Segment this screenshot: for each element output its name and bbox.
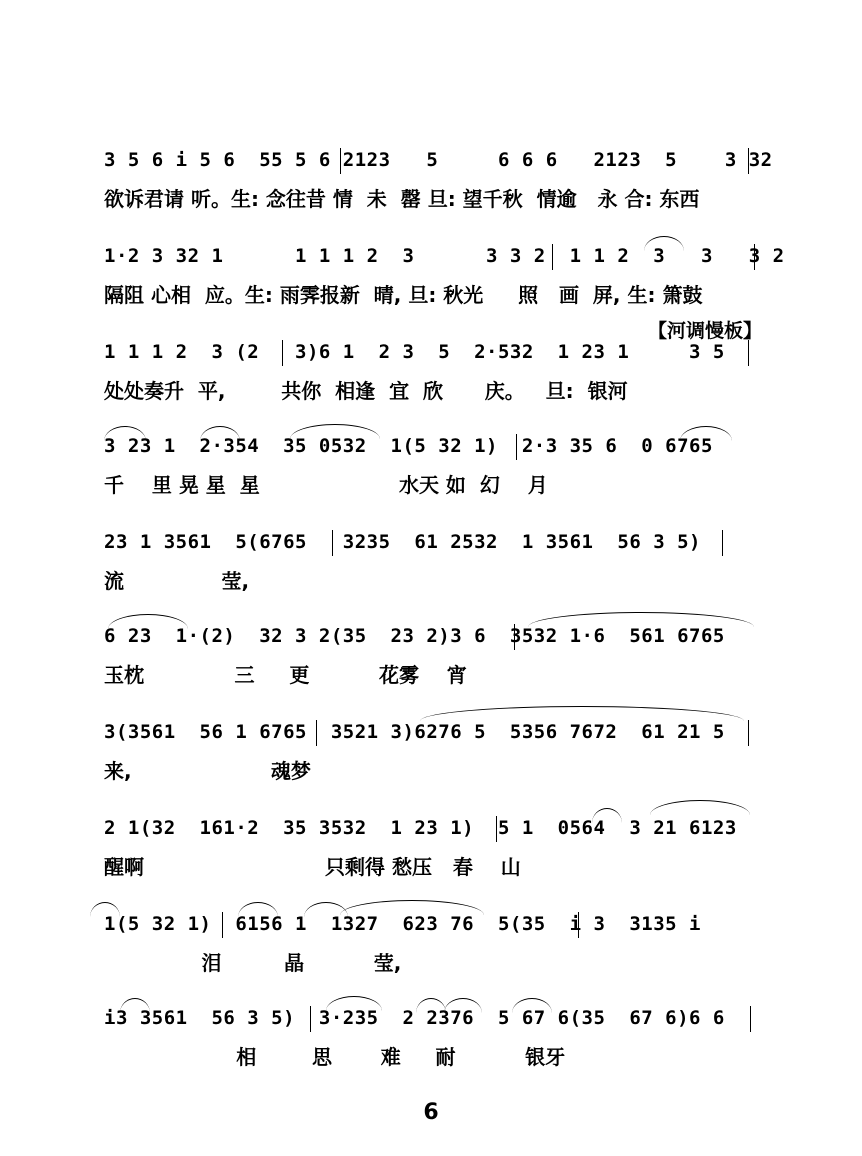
score-system xyxy=(104,998,764,1090)
barline xyxy=(282,340,283,366)
lyrics-line: 玉枕 三 更 花雾 宵 xyxy=(104,663,467,687)
lyrics-line: 醒啊 只剩得 愁压 春 山 xyxy=(104,855,521,879)
score-system xyxy=(104,522,764,614)
barline xyxy=(552,244,553,270)
barline xyxy=(496,816,497,842)
notation-line: 2 1(32 161·2 35 3532 1 23 1) 5 1 0564 3 21 6123 xyxy=(104,817,737,839)
notation-line: 1(5 32 1) 6156 1 1327 623 76 5(35 i 3 3135 i xyxy=(104,913,701,935)
score-system xyxy=(104,332,764,424)
notation-line: 23 1 3561 5(6765 3235 61 2532 1 3561 56 3 5) xyxy=(104,531,701,553)
lyrics-line: 相 思 难 耐 银牙 xyxy=(104,1045,566,1069)
lyrics-line: 千 里 晃 星 星 水天 如 幻 月 xyxy=(104,473,548,497)
barline xyxy=(748,720,749,746)
score-system xyxy=(104,616,764,708)
notation-line: 1·2 3 32 1 1 1 1 2 3 3 3 2 1 1 2 3 3 3 2 xyxy=(104,245,785,267)
barline xyxy=(750,1006,751,1032)
score-system xyxy=(104,808,764,900)
score-system xyxy=(104,426,764,518)
lyrics-line: 泪 晶 莹, xyxy=(104,951,402,975)
barline xyxy=(340,148,341,174)
barline xyxy=(222,912,223,938)
barline xyxy=(316,720,317,746)
barline xyxy=(578,912,579,938)
score-system xyxy=(104,140,773,232)
section-label: 【河调慢板】 xyxy=(647,320,762,342)
barline xyxy=(332,530,333,556)
score-system xyxy=(104,236,785,328)
notation-line: i3 3561 56 3 5) 3·235 2 2376 5 67 6(35 67 6)6 6 xyxy=(104,1007,725,1029)
barline xyxy=(722,530,723,556)
notation-line: 3 5 6 i 5 6 55 5 6 2123 5 6 6 6 2123 5 3 32 xyxy=(104,149,773,171)
barline xyxy=(748,148,749,174)
slur xyxy=(420,706,744,721)
slur xyxy=(340,900,484,915)
score-system xyxy=(104,904,764,996)
page-number: 6 xyxy=(423,1100,439,1125)
lyrics-line: 处处奏升 平, 共你 相逢 宜 欣 庆。 旦: 银河 xyxy=(104,379,628,403)
lyrics-line: 欲诉君请 听。生: 念往昔 情 未 罄 旦: 望千秋 情逾 永 合: 东西 xyxy=(104,187,700,211)
barline xyxy=(748,340,749,366)
barline xyxy=(516,434,517,460)
lyrics-line: 流 莹, xyxy=(104,569,250,593)
notation-line: 6 23 1·(2) 32 3 2(35 23 2)3 6 3532 1·6 561 6765 xyxy=(104,625,725,647)
notation-line: 1 1 1 2 3 (2 3)6 1 2 3 5 2·532 1 23 1 3 5 xyxy=(104,341,725,363)
lyrics-line: 隔阻 心相 应。生: 雨霁报新 晴, 旦: 秋光 照 画 屏, 生: 箫鼓 xyxy=(104,283,703,307)
notation-line: 3 23 1 2·354 35 0532 1(5 32 1) 2·3 35 6 0 6765 xyxy=(104,435,713,457)
barline xyxy=(514,624,515,650)
score-system xyxy=(104,712,764,804)
barline xyxy=(310,1006,311,1032)
notation-line: 3(3561 56 1 6765 3521 3)6276 5 5356 7672 61 21 5 xyxy=(104,721,725,743)
slur xyxy=(528,612,754,627)
lyrics-line: 来, 魂梦 xyxy=(104,759,311,783)
barline xyxy=(754,244,755,270)
